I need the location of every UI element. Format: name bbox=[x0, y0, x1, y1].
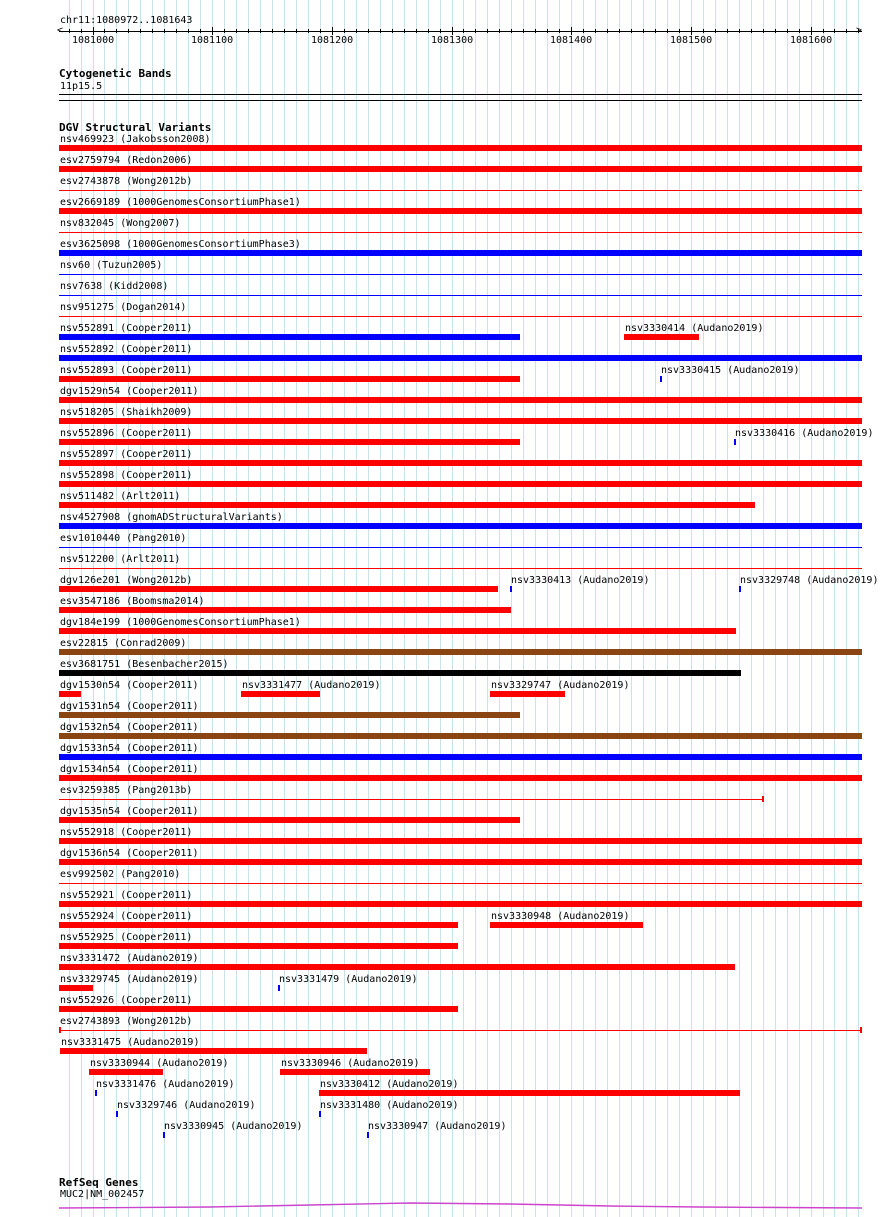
ruler-tick bbox=[571, 27, 572, 35]
variant-label[interactable]: nsv3330948 (Audano2019) bbox=[491, 911, 630, 922]
variant-feature[interactable] bbox=[59, 295, 862, 296]
variant-label[interactable]: nsv552896 (Cooper2011) bbox=[60, 428, 193, 439]
variant-label[interactable]: esv992502 (Pang2010) bbox=[60, 869, 181, 880]
refseq-gene-line[interactable] bbox=[59, 1203, 862, 1208]
variant-feature[interactable] bbox=[60, 1048, 367, 1054]
ruler-tick bbox=[176, 29, 177, 33]
variant-feature[interactable] bbox=[59, 274, 862, 275]
position-label: chr11:1080972..1081643 bbox=[60, 15, 193, 26]
cytoband-label: 11p15.5 bbox=[60, 81, 103, 92]
variant-label[interactable]: nsv3331476 (Audano2019) bbox=[96, 1079, 235, 1090]
ruler-tick bbox=[392, 29, 393, 33]
variant-feature[interactable] bbox=[59, 754, 862, 760]
variant-feature[interactable] bbox=[59, 547, 862, 548]
ruler-tick bbox=[104, 29, 105, 33]
variant-label[interactable]: nsv3329745 (Audano2019) bbox=[60, 974, 199, 985]
ruler-tick bbox=[775, 29, 776, 33]
ruler-tick bbox=[248, 29, 249, 33]
ruler-tick bbox=[356, 29, 357, 33]
variant-feature[interactable] bbox=[59, 439, 520, 445]
ruler-tick bbox=[452, 27, 453, 35]
ruler-tick bbox=[715, 29, 716, 33]
variant-label[interactable]: nsv552926 (Cooper2011) bbox=[60, 995, 193, 1006]
variant-feature[interactable] bbox=[59, 481, 862, 487]
ruler-tick bbox=[559, 29, 560, 33]
variant-feature[interactable] bbox=[59, 985, 93, 991]
ruler-tick bbox=[846, 29, 847, 33]
variant-feature[interactable] bbox=[59, 190, 862, 191]
ruler-tick bbox=[607, 29, 608, 33]
ruler-tick bbox=[703, 29, 704, 33]
variant-label[interactable]: nsv951275 (Dogan2014) bbox=[60, 302, 187, 313]
ruler-tick bbox=[595, 29, 596, 33]
variant-label[interactable]: esv3259385 (Pang2013b) bbox=[60, 785, 193, 796]
variant-label[interactable]: dgv1534n54 (Cooper2011) bbox=[60, 764, 199, 775]
ruler-tick bbox=[224, 29, 225, 33]
ruler-arrow-left-icon: < bbox=[57, 25, 64, 36]
ruler-tick bbox=[787, 29, 788, 33]
variant-label[interactable]: dgv126e201 (Wong2012b) bbox=[60, 575, 193, 586]
ruler-tick-label: 1081200 bbox=[311, 35, 354, 46]
variant-feature[interactable] bbox=[59, 649, 862, 655]
ruler-tick-label: 1081500 bbox=[670, 35, 713, 46]
variant-label[interactable]: nsv552891 (Cooper2011) bbox=[60, 323, 193, 334]
ruler-tick bbox=[799, 29, 800, 33]
variant-feature[interactable] bbox=[59, 607, 511, 613]
ruler-tick bbox=[547, 29, 548, 33]
variant-label[interactable]: nsv3330944 (Audano2019) bbox=[90, 1058, 229, 1069]
variant-feature[interactable] bbox=[59, 1030, 862, 1031]
ruler-tick bbox=[260, 29, 261, 33]
variant-label[interactable]: nsv3331479 (Audano2019) bbox=[279, 974, 418, 985]
ruler-arrow-right-icon: > bbox=[856, 25, 863, 36]
ruler-tick bbox=[751, 29, 752, 33]
variant-feature[interactable] bbox=[59, 418, 862, 424]
ruler-tick bbox=[320, 29, 321, 33]
variant-label[interactable]: esv2743893 (Wong2012b) bbox=[60, 1016, 193, 1027]
variant-label[interactable]: nsv3330412 (Audano2019) bbox=[320, 1079, 459, 1090]
variant-feature[interactable] bbox=[510, 586, 512, 592]
variant-label[interactable]: esv2669189 (1000GenomesConsortiumPhase1) bbox=[60, 197, 301, 208]
ruler-tick bbox=[739, 29, 740, 33]
cytoband-separator bbox=[59, 94, 862, 95]
ruler-tick bbox=[81, 29, 82, 33]
ruler-tick bbox=[308, 29, 309, 33]
variant-feature[interactable] bbox=[59, 334, 520, 340]
ruler-tick bbox=[499, 29, 500, 33]
ruler-tick bbox=[834, 29, 835, 33]
ruler-tick bbox=[679, 29, 680, 33]
ruler-tick bbox=[811, 27, 812, 35]
variant-end-cap bbox=[762, 796, 764, 802]
variant-label[interactable]: nsv552925 (Cooper2011) bbox=[60, 932, 193, 943]
ruler-tick bbox=[188, 29, 189, 33]
variant-label[interactable]: esv22815 (Conrad2009) bbox=[60, 638, 187, 649]
variant-feature[interactable] bbox=[163, 1132, 165, 1138]
variant-label[interactable]: nsv3330946 (Audano2019) bbox=[281, 1058, 420, 1069]
dgv-track-title[interactable]: DGV Structural Variants bbox=[59, 121, 212, 134]
variant-label[interactable]: dgv1532n54 (Cooper2011) bbox=[60, 722, 199, 733]
variant-feature[interactable] bbox=[278, 985, 280, 991]
variant-feature[interactable] bbox=[490, 922, 643, 928]
variant-feature[interactable] bbox=[59, 397, 862, 403]
ruler-tick bbox=[212, 27, 213, 35]
ruler-axis bbox=[59, 31, 862, 32]
variant-label[interactable]: nsv60 (Tuzun2005) bbox=[60, 260, 163, 271]
variant-feature[interactable] bbox=[280, 1069, 430, 1075]
variant-feature[interactable] bbox=[59, 883, 862, 884]
ruler-tick-label: 1081300 bbox=[431, 35, 474, 46]
refseq-track-title[interactable]: RefSeq Genes bbox=[59, 1176, 139, 1189]
variant-label[interactable]: dgv1530n54 (Cooper2011) bbox=[60, 680, 199, 691]
variant-label[interactable]: nsv3329748 (Audano2019) bbox=[740, 575, 879, 586]
variant-label[interactable]: nsv3331477 (Audano2019) bbox=[242, 680, 381, 691]
variant-label[interactable]: dgv1536n54 (Cooper2011) bbox=[60, 848, 199, 859]
ruler-tick-label: 1081400 bbox=[550, 35, 593, 46]
variant-feature[interactable] bbox=[59, 355, 862, 361]
variant-feature[interactable] bbox=[59, 145, 862, 151]
track-divider bbox=[59, 100, 862, 101]
variant-label[interactable]: nsv3329746 (Audano2019) bbox=[117, 1100, 256, 1111]
variant-label[interactable]: nsv832045 (Wong2007) bbox=[60, 218, 181, 229]
ruler-tick bbox=[272, 29, 273, 33]
ruler-tick bbox=[727, 29, 728, 33]
variant-feature[interactable] bbox=[660, 376, 662, 382]
variant-label[interactable]: nsv3331472 (Audano2019) bbox=[60, 953, 199, 964]
ruler-tick bbox=[463, 29, 464, 33]
variant-feature[interactable] bbox=[59, 817, 520, 823]
variant-label[interactable]: nsv469923 (Jakobsson2008) bbox=[60, 134, 211, 145]
variant-feature[interactable] bbox=[59, 901, 862, 907]
variant-feature[interactable] bbox=[89, 1069, 163, 1075]
variant-feature[interactable] bbox=[59, 1006, 458, 1012]
ruler-tick bbox=[93, 27, 94, 35]
variant-feature[interactable] bbox=[739, 586, 741, 592]
ruler-tick bbox=[523, 29, 524, 33]
variant-feature[interactable] bbox=[116, 1111, 118, 1117]
ruler-tick bbox=[583, 29, 584, 33]
variant-feature[interactable] bbox=[319, 1111, 321, 1117]
variant-feature[interactable] bbox=[59, 964, 735, 970]
variant-label[interactable]: esv1010440 (Pang2010) bbox=[60, 533, 187, 544]
ruler-tick bbox=[296, 29, 297, 33]
variant-end-cap bbox=[59, 1027, 61, 1033]
refseq-gene-model[interactable] bbox=[0, 1198, 890, 1212]
variant-feature[interactable] bbox=[59, 943, 458, 949]
ruler-tick bbox=[475, 29, 476, 33]
ruler-tick bbox=[128, 29, 129, 33]
variant-label[interactable]: nsv3330415 (Audano2019) bbox=[661, 365, 800, 376]
ruler-tick bbox=[631, 29, 632, 33]
variant-label[interactable]: nsv552897 (Cooper2011) bbox=[60, 449, 193, 460]
variant-label[interactable]: nsv552893 (Cooper2011) bbox=[60, 365, 193, 376]
refseq-gene-label[interactable]: MUC2|NM_002457 bbox=[60, 1189, 145, 1200]
ruler-tick bbox=[152, 29, 153, 33]
variant-label[interactable]: esv2759794 (Redon2006) bbox=[60, 155, 193, 166]
variant-feature[interactable] bbox=[59, 691, 81, 697]
variant-feature[interactable] bbox=[59, 250, 862, 256]
variant-label[interactable]: nsv7638 (Kidd2008) bbox=[60, 281, 169, 292]
ruler-tick bbox=[344, 29, 345, 33]
ruler-tick bbox=[823, 29, 824, 33]
ruler-tick bbox=[69, 29, 70, 33]
variant-label[interactable]: nsv3331480 (Audano2019) bbox=[320, 1100, 459, 1111]
variant-label[interactable]: nsv518205 (Shaikh2009) bbox=[60, 407, 193, 418]
ruler-tick bbox=[440, 29, 441, 33]
variant-feature[interactable] bbox=[59, 922, 458, 928]
ruler-tick bbox=[236, 29, 237, 33]
variant-feature[interactable] bbox=[59, 712, 520, 718]
variant-feature[interactable] bbox=[59, 316, 862, 317]
ruler-tick-label: 1081100 bbox=[191, 35, 234, 46]
ruler-tick bbox=[368, 29, 369, 33]
ruler-tick bbox=[667, 29, 668, 33]
ruler-tick bbox=[284, 29, 285, 33]
variant-feature[interactable] bbox=[59, 502, 755, 508]
variant-label[interactable]: nsv3329747 (Audano2019) bbox=[491, 680, 630, 691]
variant-feature[interactable] bbox=[59, 166, 862, 172]
ruler-tick bbox=[763, 29, 764, 33]
variant-feature[interactable] bbox=[59, 523, 862, 529]
variant-feature[interactable] bbox=[59, 859, 862, 865]
variant-feature[interactable] bbox=[59, 799, 764, 800]
variant-label[interactable]: nsv511482 (Arlt2011) bbox=[60, 491, 181, 502]
variant-end-cap bbox=[860, 1027, 862, 1033]
variant-feature[interactable] bbox=[59, 586, 498, 592]
variant-feature[interactable] bbox=[734, 439, 736, 445]
variant-feature[interactable] bbox=[59, 232, 862, 233]
ruler-tick bbox=[655, 29, 656, 33]
variant-feature[interactable] bbox=[59, 670, 741, 676]
variant-feature[interactable] bbox=[490, 691, 565, 697]
ruler-tick bbox=[164, 29, 165, 33]
variant-label[interactable]: nsv552892 (Cooper2011) bbox=[60, 344, 193, 355]
ruler-tick bbox=[428, 29, 429, 33]
variant-label[interactable]: nsv552918 (Cooper2011) bbox=[60, 827, 193, 838]
variant-label[interactable]: nsv3330945 (Audano2019) bbox=[164, 1121, 303, 1132]
variant-feature[interactable] bbox=[59, 838, 862, 844]
variant-feature[interactable] bbox=[59, 733, 862, 739]
variant-feature[interactable] bbox=[59, 775, 862, 781]
variant-label[interactable]: dgv1531n54 (Cooper2011) bbox=[60, 701, 199, 712]
variant-feature[interactable] bbox=[59, 376, 520, 382]
ruler-tick bbox=[140, 29, 141, 33]
variant-label[interactable]: nsv552898 (Cooper2011) bbox=[60, 470, 193, 481]
variant-feature[interactable] bbox=[59, 460, 862, 466]
ruler-tick bbox=[332, 27, 333, 35]
variant-label[interactable]: nsv3331475 (Audano2019) bbox=[61, 1037, 200, 1048]
variant-label[interactable]: nsv3330414 (Audano2019) bbox=[625, 323, 764, 334]
ruler-tick bbox=[487, 29, 488, 33]
variant-label[interactable]: nsv552924 (Cooper2011) bbox=[60, 911, 193, 922]
ruler-tick bbox=[116, 29, 117, 33]
variant-feature[interactable] bbox=[95, 1090, 97, 1096]
ruler-tick bbox=[200, 29, 201, 33]
variant-label[interactable]: nsv4527908 (gnomADStructuralVariants) bbox=[60, 512, 283, 523]
variant-label[interactable]: esv3547186 (Boomsma2014) bbox=[60, 596, 205, 607]
ruler-tick-label: 1081000 bbox=[72, 35, 115, 46]
variant-label[interactable]: dgv1533n54 (Cooper2011) bbox=[60, 743, 199, 754]
ruler-tick bbox=[643, 29, 644, 33]
variant-feature[interactable] bbox=[319, 1090, 740, 1096]
ruler-tick bbox=[535, 29, 536, 33]
variant-label[interactable]: nsv3330416 (Audano2019) bbox=[735, 428, 874, 439]
variant-label[interactable]: nsv3330413 (Audano2019) bbox=[511, 575, 650, 586]
variant-label[interactable]: dgv184e199 (1000GenomesConsortiumPhase1) bbox=[60, 617, 301, 628]
variant-feature[interactable] bbox=[59, 208, 862, 214]
variant-feature[interactable] bbox=[59, 568, 862, 569]
variant-label[interactable]: esv2743878 (Wong2012b) bbox=[60, 176, 193, 187]
variant-label[interactable]: esv3625098 (1000GenomesConsortiumPhase3) bbox=[60, 239, 301, 250]
ruler-tick bbox=[511, 29, 512, 33]
ruler-tick bbox=[416, 29, 417, 33]
ruler-tick-label: 1081600 bbox=[790, 35, 833, 46]
variant-label[interactable]: dgv1529n54 (Cooper2011) bbox=[60, 386, 199, 397]
variant-feature[interactable] bbox=[624, 334, 699, 340]
variant-label[interactable]: nsv512200 (Arlt2011) bbox=[60, 554, 181, 565]
variant-label[interactable]: esv3681751 (Besenbacher2015) bbox=[60, 659, 229, 670]
ruler-tick bbox=[619, 29, 620, 33]
variant-feature[interactable] bbox=[367, 1132, 369, 1138]
ruler-tick bbox=[691, 27, 692, 35]
variant-label[interactable]: nsv552921 (Cooper2011) bbox=[60, 890, 193, 901]
variant-feature[interactable] bbox=[241, 691, 320, 697]
ruler-tick bbox=[404, 29, 405, 33]
variant-label[interactable]: dgv1535n54 (Cooper2011) bbox=[60, 806, 199, 817]
variant-label[interactable]: nsv3330947 (Audano2019) bbox=[368, 1121, 507, 1132]
cytoband-track-title[interactable]: Cytogenetic Bands bbox=[59, 67, 172, 80]
ruler-tick bbox=[380, 29, 381, 33]
variant-feature[interactable] bbox=[59, 628, 736, 634]
